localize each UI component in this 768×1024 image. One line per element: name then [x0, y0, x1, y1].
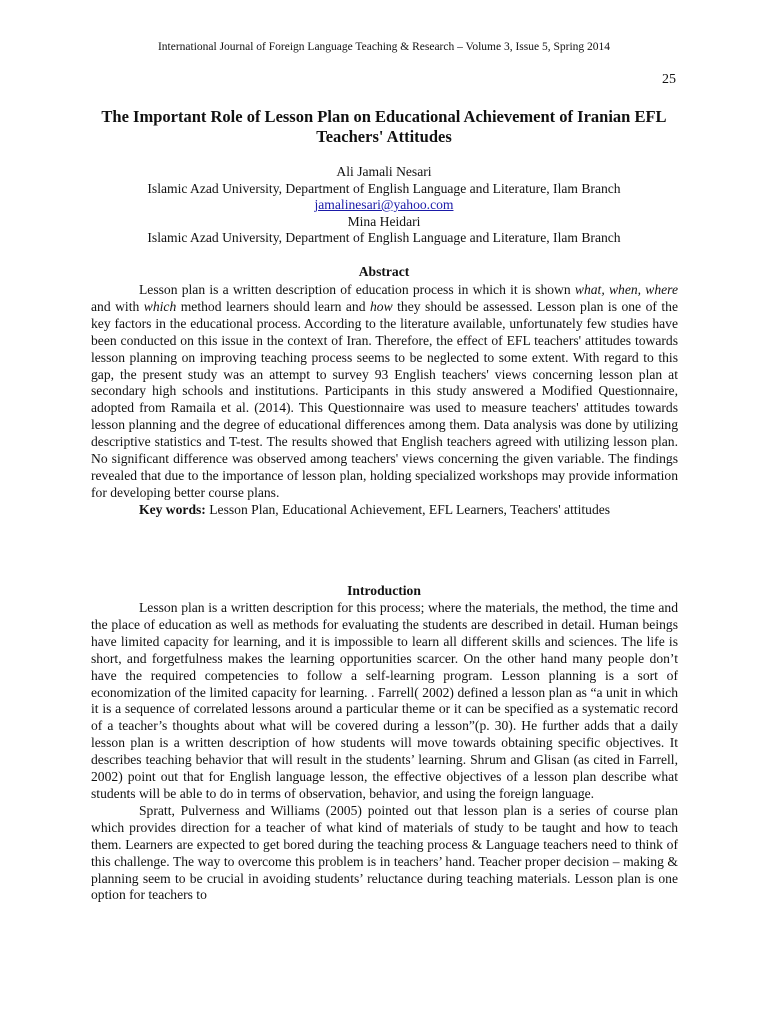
running-head: International Journal of Foreign Language Teaching & Research – Volume 3, Issue 5, Spring 2014 [157, 41, 611, 53]
author-name: Mina Heidari [347, 213, 421, 229]
author-email-link[interactable]: jamalinesari@yahoo.com [314, 197, 454, 213]
abstract-heading: Abstract [358, 264, 410, 279]
author-affiliation: Islamic Azad University, Department of English Language and Literature, Ilam Branch [147, 230, 621, 246]
abstract-paragraph: Lesson plan is a written description of education process in which it is shown what, when, where and with which method learners should learn and how they should be assessed. Lesson plan is one of the key factors in the educational process. According to the literature available, unfortunately few studies have been conducted on this issue in the context of Iran. Therefore, the effect of EFL teachers' attitudes towards lesson planning on improving teaching process seems to be neglected to some extent. With regard to this gap, the present study was an attempt to survey 93 English teachers' views concerning lesson plan at secondary high schools and institutions. Participants in this study answered a Modified Questionnaire, adopted from Ramaila et al. (2014). This Questionnaire was used to measure teachers' attitudes towards lesson planning and the degree of educational differences among them. Data analysis was done by utilizing descriptive statistics and T-test. The results showed that English teachers agreed with utilizing lesson plan. No significant difference was observed among teachers' views concerning the given variable. The findings revealed that due to the importance of lesson plan, holding specialized workshops may provide information for developing better course plans. [91, 282, 678, 500]
page-number: 25 [662, 72, 676, 87]
keywords-label: Key words: [139, 501, 206, 517]
introduction-heading: Introduction [347, 583, 421, 598]
keywords-list: Lesson Plan, Educational Achievement, EFL Learners, Teachers' attitudes [205, 501, 611, 517]
abstract-body [91, 282, 678, 519]
introduction-body [91, 600, 678, 904]
paper-title: The Important Role of Lesson Plan on Educational Achievement of Iranian EFL Teachers' Attitudes [101, 107, 667, 146]
author-affiliation: Islamic Azad University, Department of English Language and Literature, Ilam Branch [147, 180, 621, 196]
author-block [60, 164, 708, 247]
introduction-paragraph: Lesson plan is a written description for this process; where the materials, the method, the time and the place of education as well as methods for evaluating the students are described in detail. Human beings have limited capacity for learning, and it is impossible to learn all different skills and sciences. The life is short, and forgetfulness makes the learning opportunities scarcer. On the other hand many people don’t have the required competencies to follow a self-learning program. Lesson planning is a sort of economization of the limited capacity for learning. . Farrell( 2002) defined a lesson plan as “a unit in which it is a sequence of correlated lessons around a particular theme or it can be specified as a systematic record of a teacher’s thoughts about what will be covered during a lesson”(p. 30). He further adds that a daily lesson plan is a written description of how students will move towards obtaining specific objectives. It describes teaching behavior that will result in the students’ learning. Shrum and Glisan (as cited in Farrell, 2002) point out that for English language lesson, the effective objectives of a lesson plan describe what students will be able to do in terms of observation, behavior, and using the foreign language. [91, 600, 678, 801]
keywords-paragraph [91, 502, 678, 519]
author-name: Ali Jamali Nesari [336, 164, 432, 179]
introduction-paragraph: Spratt, Pulverness and Williams (2005) pointed out that lesson plan is a series of course plan which provides direction for a teacher of what kind of materials of study to be taught and how to teach them. Learners are expected to get bored during the teaching process & Language teachers need to think of this challenge. The way to overcome this problem is in teachers’ hand. Teacher proper decision – making & planning seem to be crucial in avoiding students’ reluctance during teaching materials. Lesson plan is one option for teachers to [91, 802, 678, 903]
